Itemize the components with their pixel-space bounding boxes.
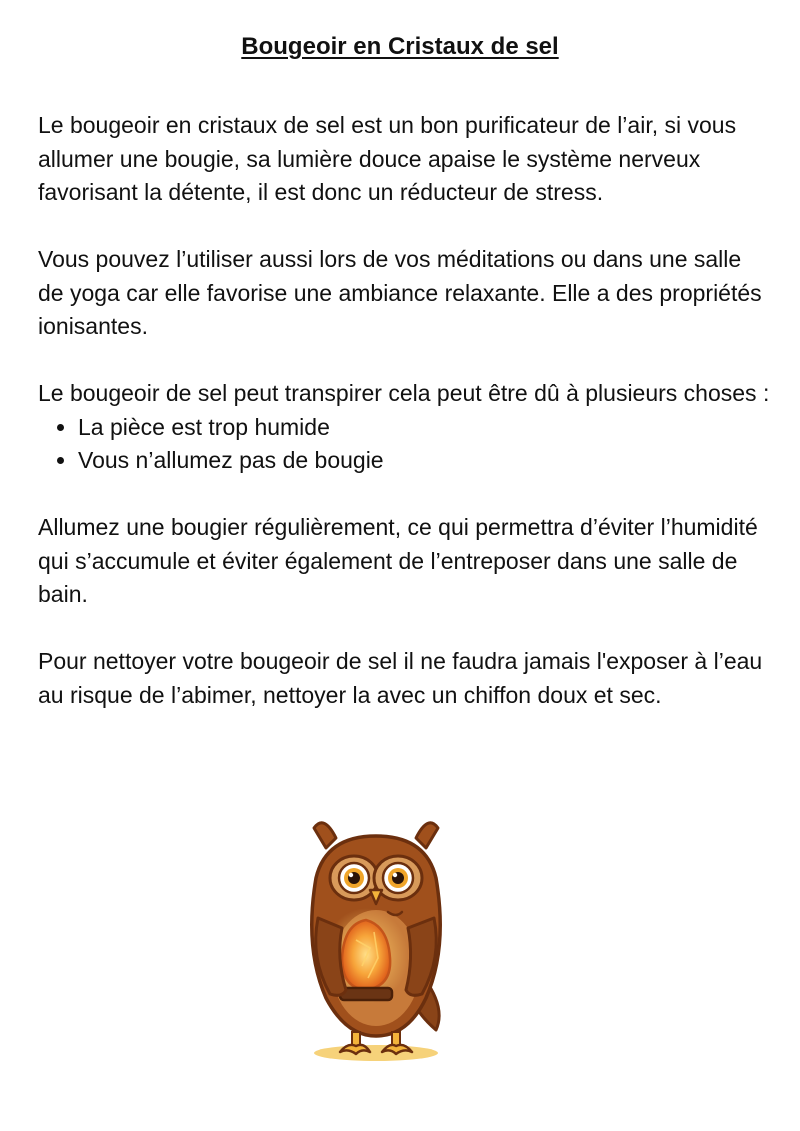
document-body — [38, 109, 773, 746]
page-title: Bougeoir en Cristaux de sel — [241, 33, 559, 60]
owl-holding-salt-lamp-icon — [296, 808, 456, 1068]
list-item: • Vous n’allumez pas de bougie — [78, 444, 773, 478]
paragraph-usage: Vous pouvez l’utiliser aussi lors de vos méditations ou dans une salle de yoga car elle favorise une ambiance relaxante. Elle a des propriétés ionisantes. — [38, 246, 762, 339]
paragraph-sweating: Le bougeoir de sel peut transpirer cela peut être dû à plusieurs choses : — [38, 380, 770, 406]
paragraph-cleaning: Pour nettoyer votre bougeoir de sel il ne faudra jamais l'exposer à l’eau au risque de l’abimer, nettoyer la avec un chiffon doux et sec. — [38, 648, 763, 708]
causes-list — [38, 411, 773, 478]
list-item: • La pièce est trop humide — [78, 411, 773, 445]
paragraph-intro: Le bougeoir en cristaux de sel est un bon purificateur de l’air, si vous allumer une bougie, sa lumière douce apaise le système nerveux favorisant la détente, il est donc un réducteur de stress. — [38, 112, 737, 205]
paragraph-advice: Allumez une bougier régulièrement, ce qui permettra d’éviter l’humidité qui s’accumule et éviter également de l’entreposer dans une salle de bain. — [38, 514, 758, 607]
